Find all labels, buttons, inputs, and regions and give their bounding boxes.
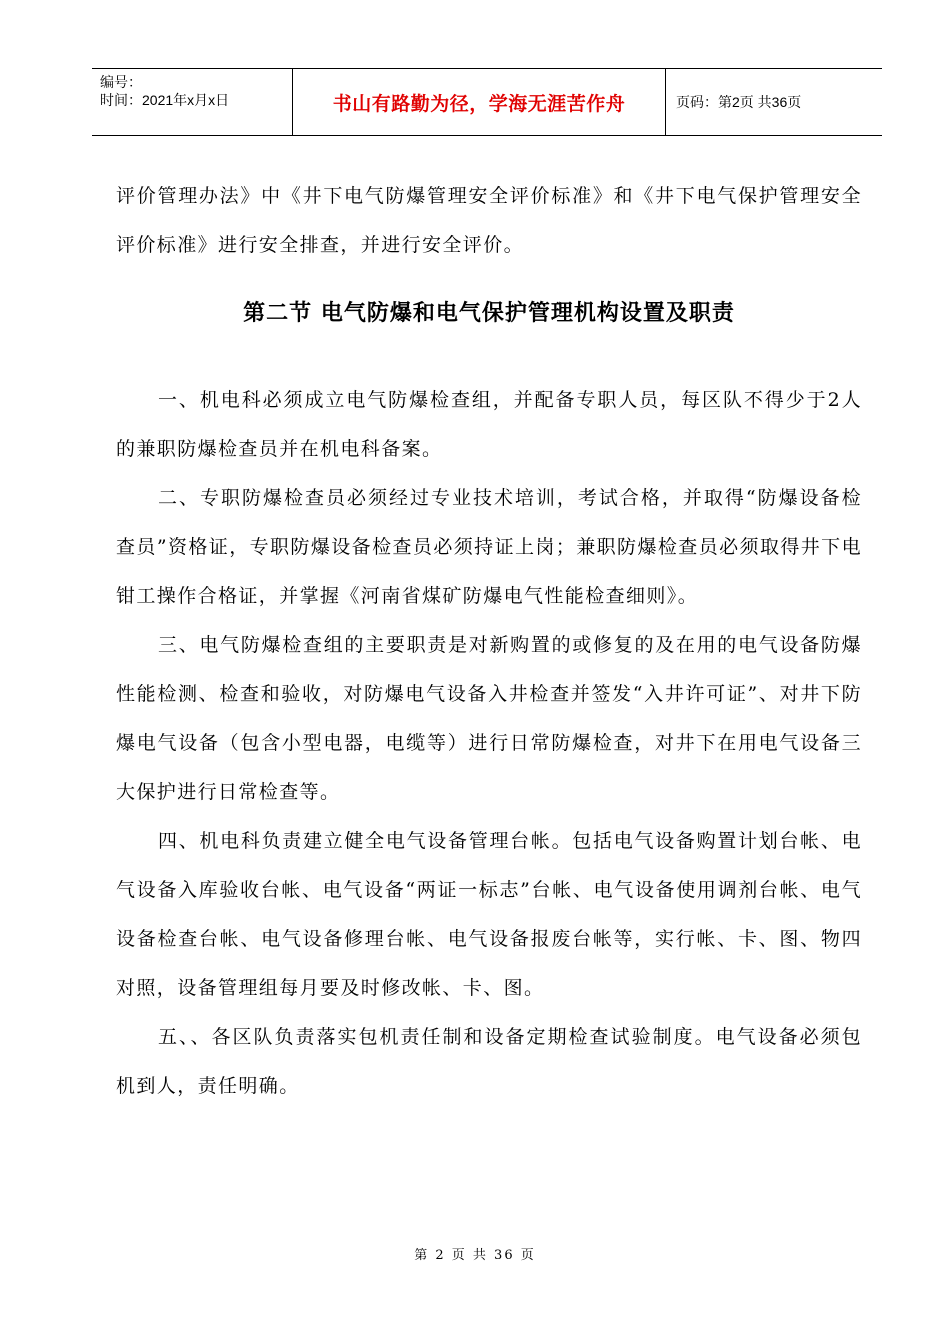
section-title: 第二节 电气防爆和电气保护管理机构设置及职责 <box>243 301 735 326</box>
paragraph-continued: 评价管理办法》中《井下电气防爆管理安全评价标准》和《井下电气保护管理安全评价标准》进行安全排查，并进行安全评价。 <box>116 185 862 256</box>
paragraph-1: 一、机电科必须成立电气防爆检查组，并配备专职人员，每区队不得少于2人的兼职防爆检查员并在机电科备案。 <box>116 389 862 460</box>
paragraph-5: 五、、各区队负责落实包机责任制和设备定期检查试验制度。电气设备必须包机到人，责任明确。 <box>116 1026 862 1097</box>
page-footer: 第 2 页 共 36 页 <box>414 1248 536 1263</box>
paragraph-3: 三、电气防爆检查组的主要职责是对新购置的或修复的及在用的电气设备防爆性能检测、检查和验收，对防爆电气设备入井检查并签发“入井许可证”、对井下防爆电气设备（包含小型电器，电缆等）进行日常防爆检查，对井下在用电气设备三大保护进行日常检查等。 <box>116 634 862 803</box>
paragraph-2: 二、专职防爆检查员必须经过专业技术培训，考试合格，并取得“防爆设备检查员”资格证，专职防爆设备检查员必须持证上岗；兼职防爆检查员必须取得井下电钳工操作合格证，并掌握《河南省煤矿防爆电气性能检查细则》。 <box>116 487 862 607</box>
header-number-label: 编号： <box>100 74 142 90</box>
header-meta <box>92 69 293 135</box>
document-body <box>116 172 862 1111</box>
header-motto: 书山有路勤为径，学海无涯苦作舟 <box>293 69 666 135</box>
page-header <box>92 68 882 136</box>
header-time-label: 时间：2021年x月x日 <box>100 92 230 108</box>
header-page-info: 页码：第2页 共36页 <box>676 94 802 110</box>
paragraph-4: 四、机电科负责建立健全电气设备管理台帐。包括电气设备购置计划台帐、电气设备入库验收台帐、电气设备“两证一标志”台帐、电气设备使用调剂台帐、电气设备检查台帐、电气设备修理台帐、电气设备报废台帐等，实行帐、卡、图、物四对照，设备管理组每月要及时修改帐、卡、图。 <box>116 830 862 999</box>
